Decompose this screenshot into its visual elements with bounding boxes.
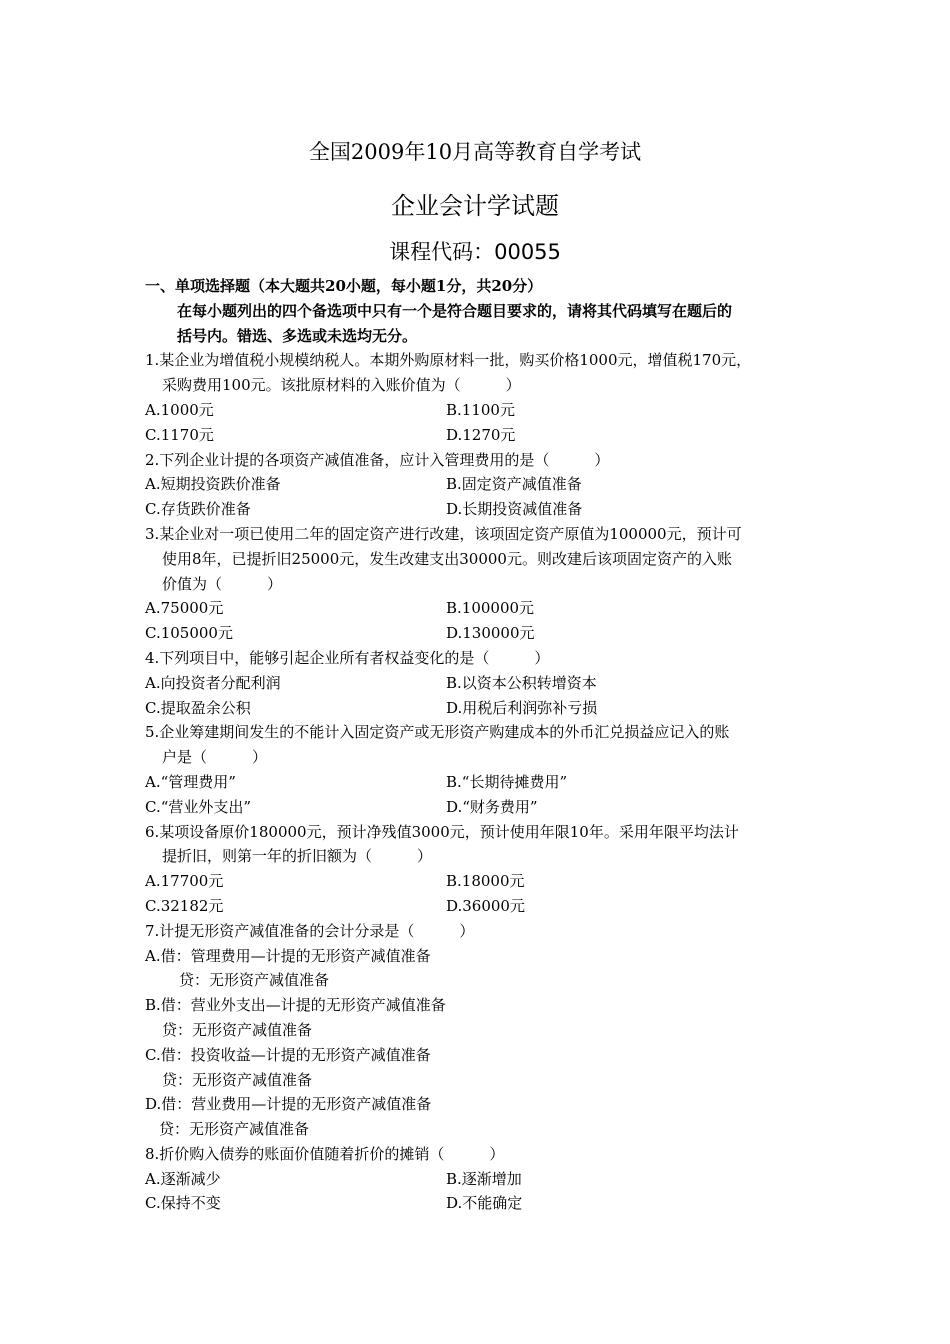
option: A.“管理费用” [145,772,236,791]
option: A.短期投资跌价准备 [145,475,281,494]
option: D.用税后利润弥补亏损 [446,698,598,717]
section-instruction: 在每小题列出的四个备选项中只有一个是符合题目要求的，请将其代码填写在题后的 [177,301,733,320]
option-row [145,1191,825,1216]
subject-title: 企业会计学试题 [391,192,559,220]
option: A.17700元 [145,872,224,891]
option-row [145,398,825,423]
option-row [145,497,825,522]
course-code: 课程代码：00055 [389,240,561,264]
option: C.1170元 [145,425,214,444]
question-stem: 7.计提无形资产减值准备的会计分录是（ ） [145,921,475,940]
option: D.“财务费用” [446,797,538,816]
option: A.借：管理费用—计提的无形资产减值准备 [145,946,431,965]
option-row [145,621,825,646]
option: B.18000元 [446,872,525,891]
option-row [145,770,825,795]
exam-title: 全国2009年10月高等教育自学考试 [308,140,642,164]
question-stem: 采购费用100元。该批原材料的入账价值为（ ） [162,376,521,395]
question-stem: 使用8年，已提折旧25000元，发生改建支出30000元。则改建后该项固定资产的入账 [162,549,732,568]
option-row [145,1167,825,1192]
option: D.130000元 [446,624,535,643]
option: C.105000元 [145,624,233,643]
option: B.以资本公积转增资本 [446,673,597,692]
section-title: 一、单项选择题（本大题共20小题，每小题1分，共20分） [145,277,543,295]
question-stem: 1.某企业为增值税小规模纳税人。本期外购原材料一批，购买价格1000元，增值税170元， [145,351,752,370]
option: B.逐渐增加 [446,1169,522,1188]
question-stem: 6.某项设备原价180000元，预计净残值3000元，预计使用年限10年。采用年限平均法计 [145,822,739,841]
option-row [145,696,825,721]
option-row [145,596,825,621]
question-stem: 4.下列项目中，能够引起企业所有者权益变化的是（ ） [145,648,550,667]
option-row [145,671,825,696]
option: C.提取盈余公积 [145,698,251,717]
option: D.36000元 [446,896,525,915]
option-row [145,869,825,894]
option: D.1270元 [446,425,516,444]
option: A.向投资者分配利润 [145,673,281,692]
question-stem: 5.企业筹建期间发生的不能计入固定资产或无形资产购建成本的外币汇兑损益应记入的账 [145,723,730,742]
option-row [145,472,825,497]
question-stem: 3.某企业对一项已使用二年的固定资产进行改建，该项固定资产原值为100000元，预计可 [145,524,742,543]
option: B.1100元 [446,400,515,419]
question-stem: 2.下列企业计提的各项资产减值准备，应计入管理费用的是（ ） [145,450,610,469]
option: C.32182元 [145,896,224,915]
option: D.长期投资减值准备 [446,500,583,519]
question-stem: 价值为（ ） [162,574,283,593]
option-credit-line: 贷：无形资产减值准备 [159,1120,310,1139]
section-instruction: 括号内。错选、多选或未选均无分。 [177,326,418,345]
option: B.固定资产减值准备 [446,475,582,494]
option-credit-line: 贷：无形资产减值准备 [179,971,330,990]
option: C.“营业外支出” [145,797,252,816]
option-credit-line: 贷：无形资产减值准备 [162,1070,313,1089]
option-row [145,894,825,919]
option-row [145,795,825,820]
option-credit-line: 贷：无形资产减值准备 [162,1020,313,1039]
option: A.1000元 [145,400,214,419]
option: C.保持不变 [145,1194,221,1213]
option: A.逐渐减少 [145,1169,221,1188]
question-stem: 提折旧，则第一年的折旧额为（ ） [162,847,433,866]
question-stem: 8.折价购入债券的账面价值随着折价的摊销（ ） [145,1144,505,1163]
option: D.借：营业费用—计提的无形资产减值准备 [145,1095,432,1114]
option: A.75000元 [145,599,224,618]
option: C.借：投资收益—计提的无形资产减值准备 [145,1045,431,1064]
option: C.存货跌价准备 [145,500,251,519]
option: B.“长期待摊费用” [446,772,568,791]
option: D.不能确定 [446,1194,523,1213]
option: B.100000元 [446,599,535,618]
option: B.借：营业外支出—计提的无形资产减值准备 [145,996,446,1015]
question-body [145,274,825,1216]
option-row [145,423,825,448]
question-stem: 户是（ ） [162,748,268,767]
